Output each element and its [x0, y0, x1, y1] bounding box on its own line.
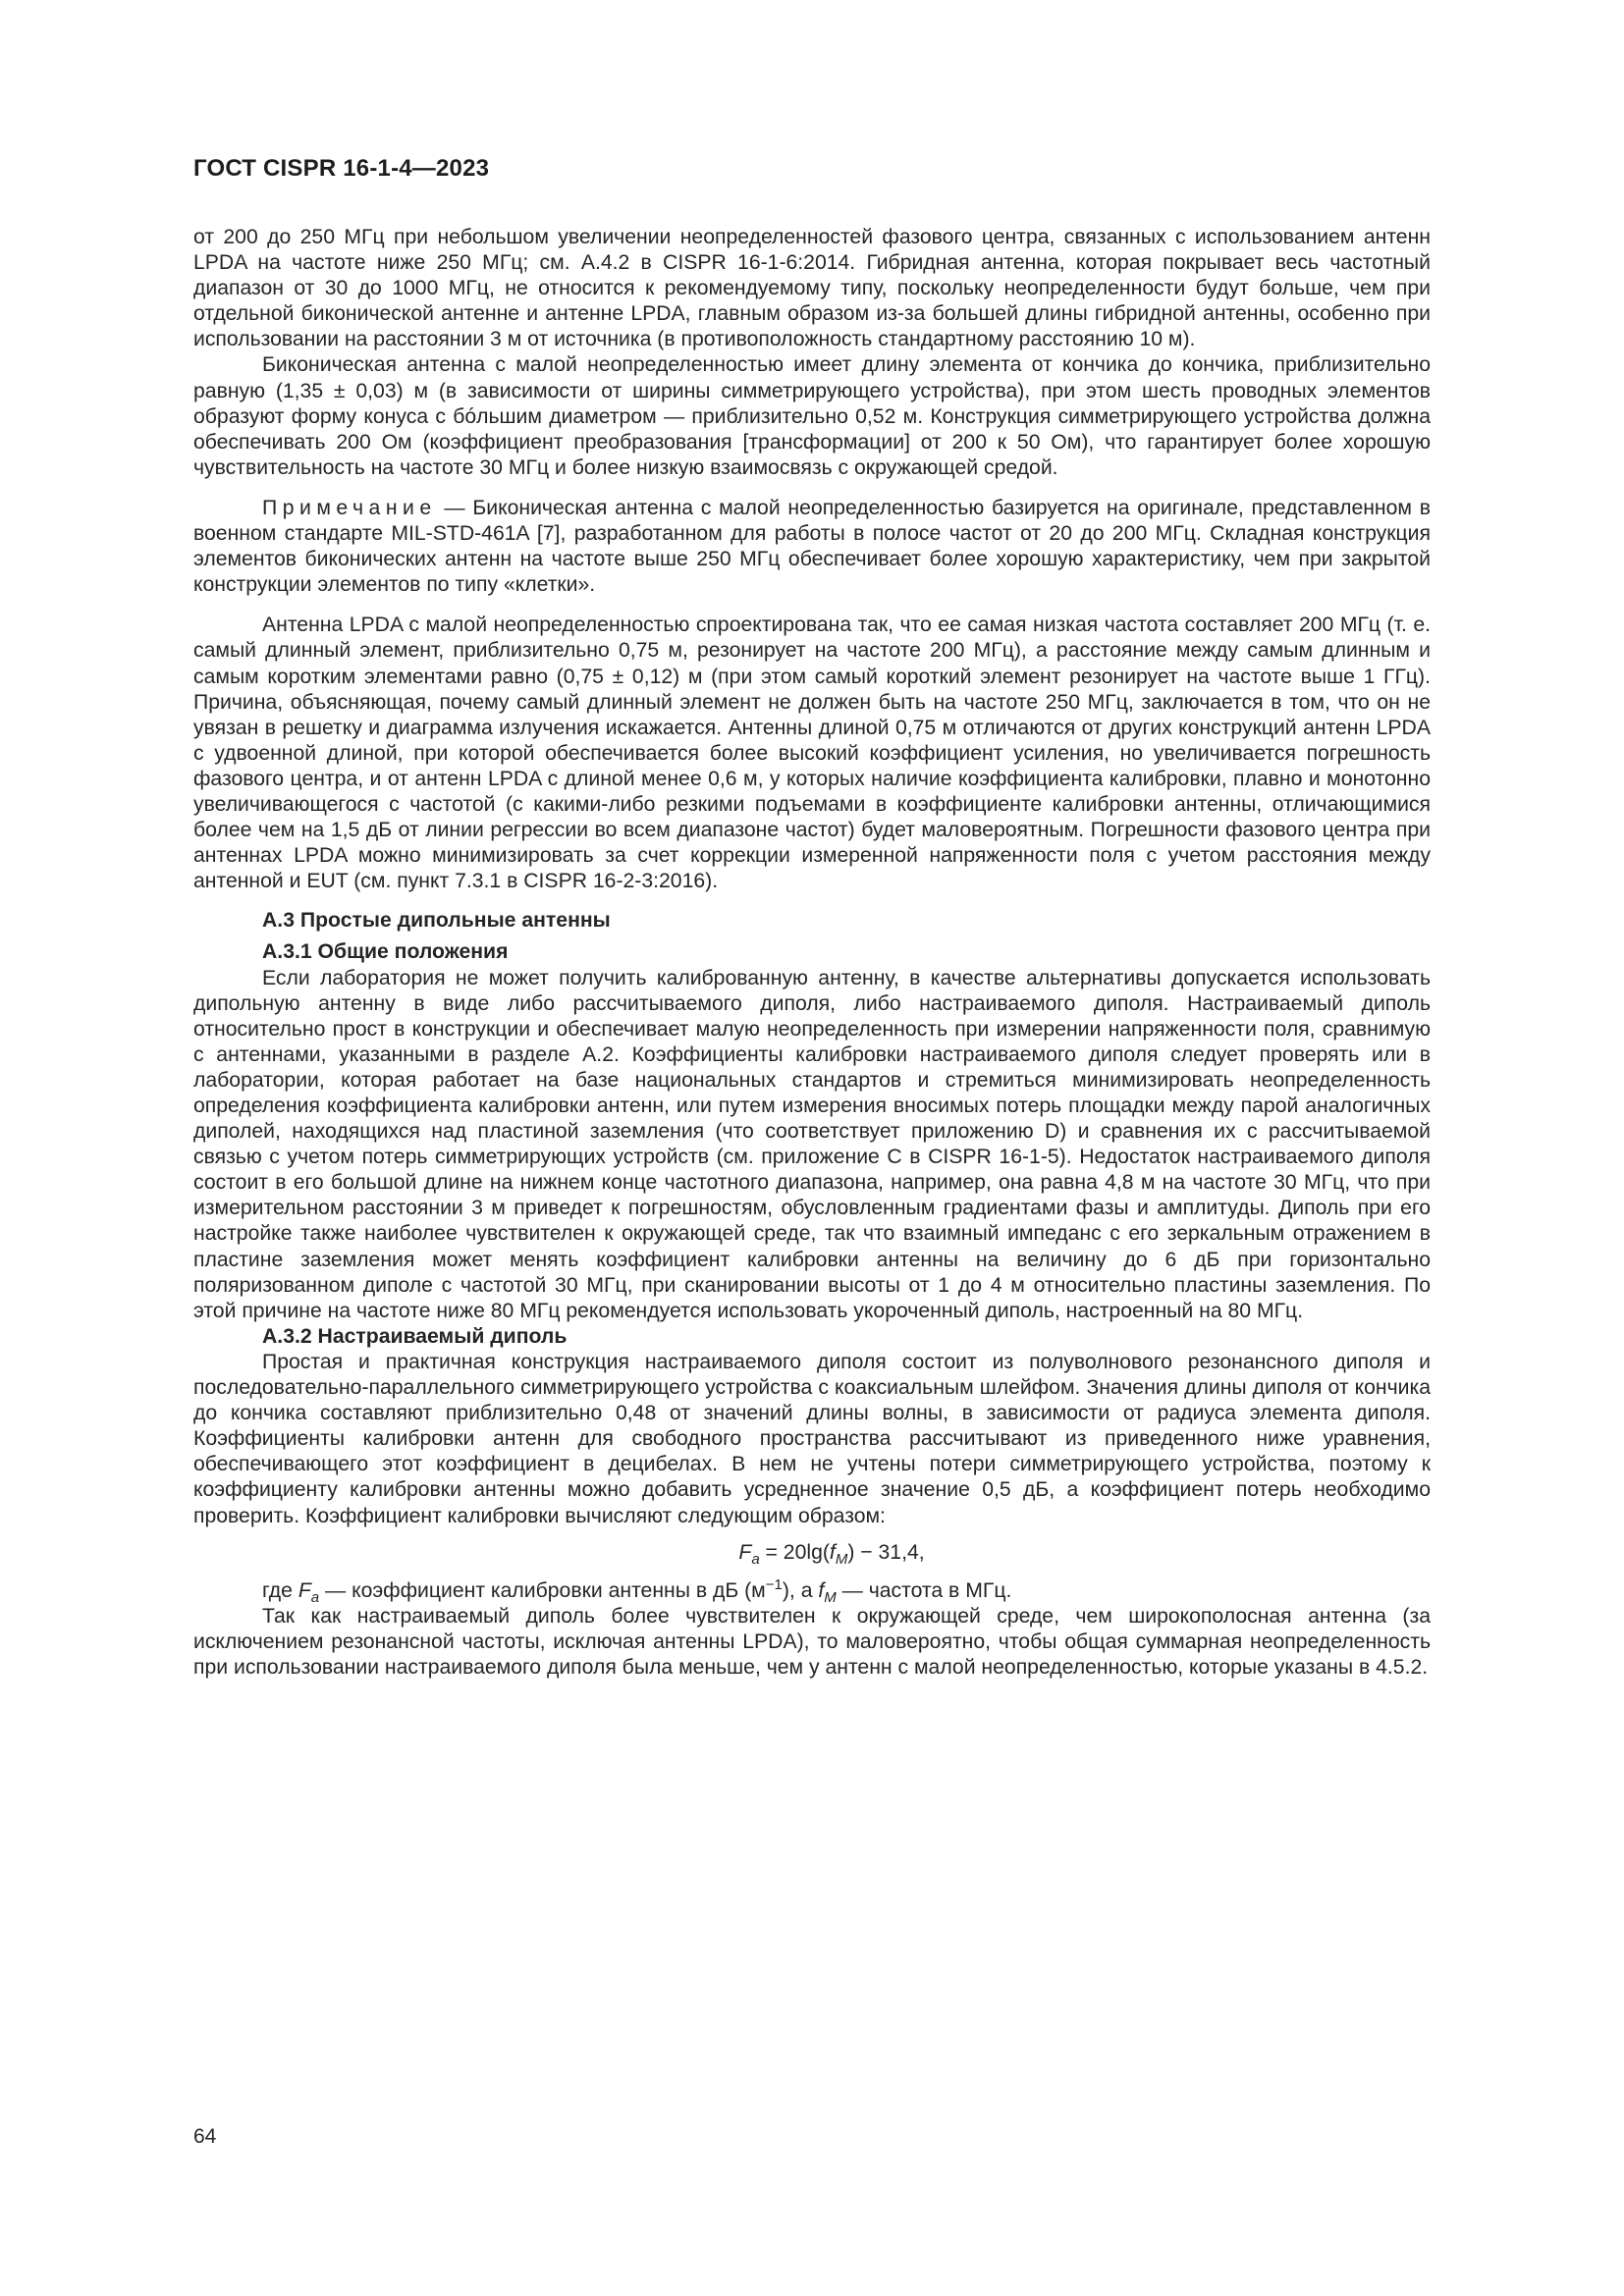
heading-a3: А.3 Простые дипольные антенны — [262, 909, 611, 933]
note-paragraph — [193, 496, 1431, 598]
where-fm-sub: M — [824, 1588, 837, 1606]
paragraph-conclusion: Так как настраиваемый диполь более чувствителен к окружающей среде, чем широкополосная антенна (за исключением резонансной частоты, исключая антенны LPDA), то маловероятно, чтобы общая суммарная неопределенность при использовании настраиваемого диполя была меньше, чем у антенн с малой неопределенностью, которые указаны в 4.5.2. — [193, 1604, 1431, 1679]
where-text: ), а — [782, 1578, 819, 1602]
heading-a31: А.3.1 Общие положения — [262, 940, 509, 964]
note-text: — Биконическая антенна с малой неопределенностью базируется на оригинале, представленном в военном стандарте MIL-STD-461A [7], разработанном для работы в полосе частот от 20 до 200 МГц. Складная конструкция элементов биконических антенн на частоте выше 250 МГц обеспечивает более хорошую характеристику, чем при закрытой конструкции элементов по типу «клетки». — [193, 496, 1431, 597]
paragraph-continued: от 200 до 250 МГц при небольшом увеличении неопределенностей фазового центра, связанных с использованием антенн LPDA на частоте ниже 250 МГц; см. А.4.2 в CISPR 16-1-6:2014. Гибридная антенна, которая покрывает весь частотный диапазон от 30 до 1000 МГц, не относится к рекомендуемому типу, поскольку неопределенности будут больше, чем при отдельной биконической антенне и антенне LPDA, главным образом из-за большей длины гибридной антенны, особенно при использовании на расстоянии 3 м от источника (в противоположность стандартному расстоянию 10 м). — [193, 226, 1431, 351]
formula-fa: F — [738, 1540, 752, 1564]
document-header: ГОСТ CISPR 16-1-4—2023 — [193, 155, 490, 182]
where-sup: −1 — [765, 1575, 783, 1593]
formula-fa-sub: a — [751, 1550, 760, 1568]
formula-explanation — [193, 1575, 1431, 1606]
body-text — [193, 225, 1431, 1681]
formula-part: = 20lg( — [759, 1540, 830, 1564]
where-fm: f — [818, 1578, 825, 1602]
note-label: Примечание — [262, 496, 437, 519]
paragraph-tunable-dipole: Простая и практичная конструкция настраиваемого диполя состоит из полуволнового резонансного диполя и последовательно-параллельного симметрирующего устройства с коаксиальным шлейфом. Значения длины диполя от кончика до кончика составляют приблизительно 0,48 от значений длины волны, в зависимости от радиуса элемента диполя. Коэффициенты калибровки антенн для свободного пространства рассчитывают из приведенного ниже уравнения, обеспечивающего этот коэффициент в децибелах. В нем не учтены потери симметрирующего устройства, поэтому к коэффициенту калибровки антенны можно добавить усредненное значение 0,5 дБ, а коэффициент потерь необходимо проверить. Коэффициент калибровки вычисляют следующим образом: — [193, 1350, 1431, 1527]
where-fa: F — [298, 1578, 311, 1602]
where-text: — частота в МГц. — [836, 1578, 1012, 1602]
where-text: где — [262, 1578, 298, 1602]
page-number: 64 — [193, 2125, 217, 2148]
formula-fm: f — [829, 1540, 836, 1564]
formula-fm-sub: M — [835, 1550, 848, 1568]
heading-a32: А.3.2 Настраиваемый диполь — [262, 1324, 568, 1348]
formula — [193, 1539, 1431, 1567]
paragraph-biconical: Биконическая антенна с малой неопределенностью имеет длину элемента от кончика до кончика, приблизительно равную (1,35 ± 0,03) м (в зависимости от ширины симметрирующего устройства), при этом шесть проводных элементов образуют форму конуса с бóльшим диаметром — приблизительно 0,52 м. Конструкция симметрирующего устройства должна обеспечивать 200 Ом (коэффициент преобразования [трансформации] от 200 к 50 Ом), что гарантирует более хорошую чувствительность на частоте 30 МГц и более низкую взаимосвязь с окружающей средой. — [193, 353, 1431, 479]
paragraph-lpda: Антенна LPDA с малой неопределенностью спроектирована так, что ее самая низкая частота составляет 200 МГц (т. е. самый длинный элемент, приблизительно 0,75 м, резонирует на частоте 200 МГц), а расстояние между самым длинным и самым коротким элементами равно (0,75 ± 0,12) м (при этом самый короткий элемент резонирует на частоте выше 1 ГГц). Причина, объясняющая, почему самый длинный элемент не должен быть на частоте 250 МГц, заключается в том, что он не увязан в решетку и диаграмма излучения искажается. Антенны длиной 0,75 м отличаются от других конструкций антенн LPDA с удвоенной длиной, при которой обеспечивается более высокий коэффициент усиления, но увеличивается погрешность фазового центра, и от антенн LPDA с длиной менее 0,6 м, у которых наличие коэффициента калибровки, плавно и монотонно увеличивающегося с частотой (с какими-либо резкими подъемами в коэффициенте калибровки антенны, отличающимися более чем на 1,5 дБ от линии регрессии во всем диапазоне частот) будет маловероятным. Погрешности фазового центра при антеннах LPDA можно минимизировать за счет коррекции измеренной напряженности поля с учетом расстояния между антенной и EUT (см. пункт 7.3.1 в CISPR 16-2-3:2016). — [193, 614, 1431, 893]
where-text: — коэффициент калибровки антенны в дБ (м — [319, 1578, 766, 1602]
paragraph-general: Если лаборатория не может получить калиброванную антенну, в качестве альтернативы допускается использовать дипольную антенну в виде либо рассчитываемого диполя, либо настраиваемого диполя. Настраиваемый диполь относительно прост в конструкции и обеспечивает малую неопределенность при измерении напряженности поля, сравнимую с антеннами, указанными в разделе А.2. Коэффициенты калибровки настраиваемого диполя следует проверять или в лаборатории, которая работает на базе национальных стандартов и стремиться минимизировать неопределенность определения коэффициента калибровки антенн, или путем измерения вносимых потерь площадки между парой аналогичных диполей, находящихся над пластиной заземления (что соответствует приложению D) и сравнения их с рассчитываемой связью с учетом потерь симметрирующих устройств (см. приложение С в CISPR 16-1-5). Недостаток настраиваемого диполя состоит в его большой длине на нижнем конце частотного диапазона, например, она равна 4,8 м на частоте 30 МГц, что при измерительном расстоянии 3 м приведет к погрешностям, обусловленным градиентами фазы и амплитуды. Диполь при его настройке также наиболее чувствителен к окружающей среде, так что взаимный импеданс с его зеркальным отражением в пластине заземления может менять коэффициент калибровки антенны на величину до 6 дБ при горизонтально поляризованном диполе с частотой 30 МГц, при сканировании высоты от 1 до 4 м относительно пластины заземления. По этой причине на частоте ниже 80 МГц рекомендуется использовать укороченный диполь, настроенный на 80 МГц. — [193, 966, 1431, 1322]
where-fa-sub: a — [310, 1588, 320, 1606]
formula-tail: ) − 31,4, — [847, 1540, 925, 1564]
